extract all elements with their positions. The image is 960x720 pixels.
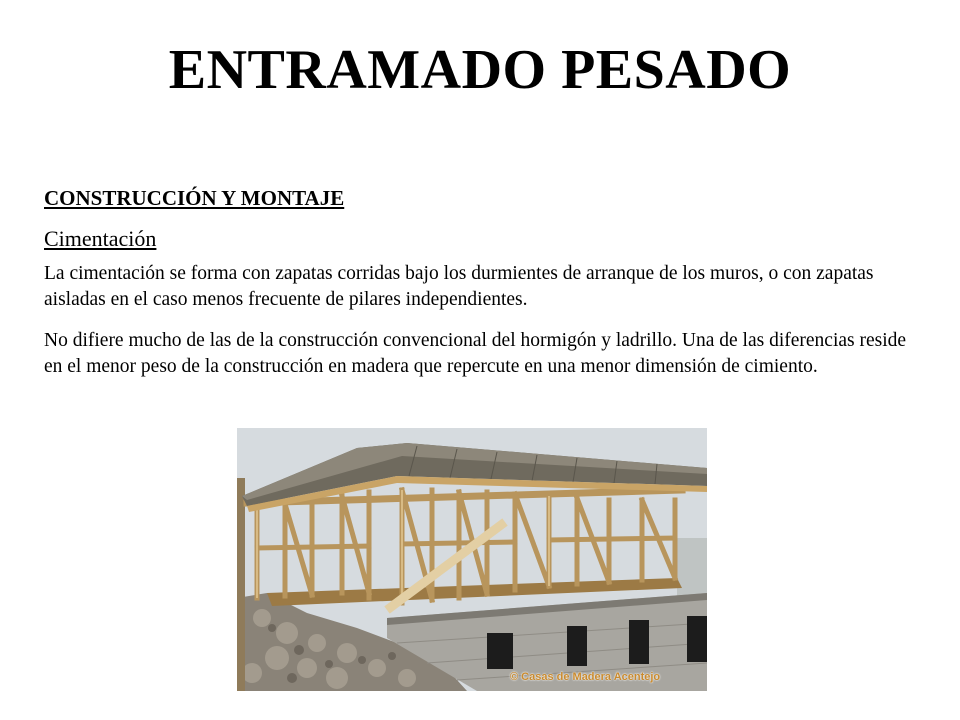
paragraph-comparison: No difiere mucho de las de la construcción convencional del hormigón y ladrillo. Una de las diferencias reside en el menor peso de la construcción en madera que repercute en una menor dimensión de cimiento. (44, 330, 907, 377)
timber-frame-house-photo (237, 428, 707, 691)
section-heading: CONSTRUCCIÓN Y MONTAJE (44, 186, 345, 210)
subsection-heading: Cimentación (44, 226, 157, 251)
slide-title: ENTRAMADO PESADO (168, 39, 792, 101)
paragraph-foundation: La cimentación se forma con zapatas corridas bajo los durmientes de arranque de los muros, o con zapatas aisladas en el caso menos frecuente de pilares independientes. (44, 263, 874, 310)
photo-watermark: © Casas de Madera Acentejo (510, 671, 661, 683)
